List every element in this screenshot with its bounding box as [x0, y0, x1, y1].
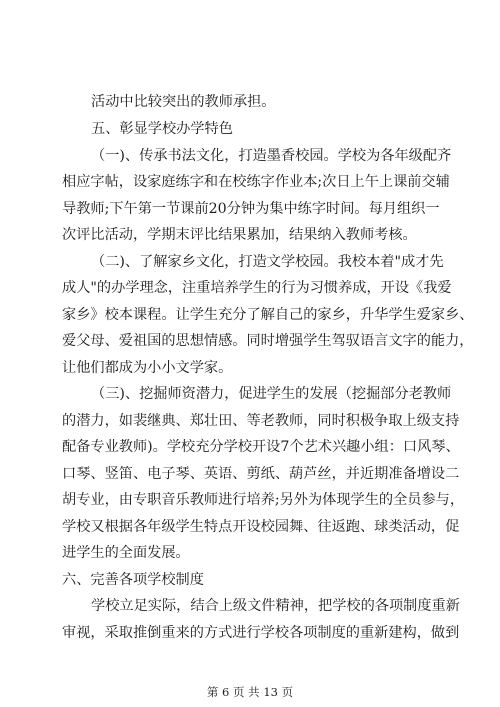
paragraph-line: （一)、传承书法文化，打造墨香校园。学校为各年级配齐 [91, 148, 452, 164]
paragraph-line: 学校立足实际，结合上级文件精神，把学校的各项制度重新 [91, 598, 460, 614]
page-number-footer: 第 6 页 共 13 页 [206, 685, 294, 699]
paragraph-line: 家乡》校本课程。让学生充分了解自己的家乡，升华学生爱家乡、 [62, 307, 474, 323]
paragraph-line: 次评比活动，学期末评比结果累加，结果纳入教师考核。 [62, 227, 417, 243]
paragraph-line: 相应字帖，设家庭练字和在校练字作业本;次日上午上课前交辅 [62, 174, 450, 190]
paragraph-line: 学校又根据各年级学生特点开设校园舞、往返跑、球类活动，促 [62, 519, 460, 535]
paragraph-line: 导教师;下午第一节课前20分钟为集中练字时间。每月组织一 [62, 201, 440, 217]
section-heading: 五、彰显学校办学特色 [91, 121, 233, 137]
paragraph-line: 成人"的办学理念，注重培养学生的行为习惯养成，开设《我爱 [62, 280, 452, 296]
paragraph-line: 口琴、竖笛、电子琴、英语、剪纸、葫芦丝，并近期准备增设二 [62, 466, 460, 482]
paragraph-line: 活动中比较突出的教师承担。 [91, 94, 276, 110]
paragraph-line: 胡专业，由专职音乐教师进行培养;另外为体现学生的全员参与， [62, 492, 465, 508]
section-heading: 六、完善各项学校制度 [62, 572, 204, 588]
paragraph-line: 的潜力，如裴继典、郑壮田、等老教师，同时积极争取上级支持 [62, 413, 460, 429]
paragraph-line: （二)、了解家乡文化，打造文学校园。我校本着"成才先 [91, 254, 444, 270]
paragraph-line: 让他们都成为小小文学家。 [62, 360, 233, 376]
paragraph-line: 进学生的全面发展。 [62, 545, 190, 561]
paragraph-line: 配备专业教师)。学校充分学校开设7个艺术兴趣小组：口风琴、 [62, 439, 460, 455]
paragraph-line: （三)、挖掘师资潜力，促进学生的发展（挖掘部分老教师 [91, 386, 452, 402]
paragraph-line: 审视，采取推倒重来的方式进行学校各项制度的重新建构，做到 [62, 625, 460, 641]
paragraph-line: 爱父母、爱祖国的思想情感。同时增强学生驾驭语言文字的能力， [62, 333, 474, 349]
